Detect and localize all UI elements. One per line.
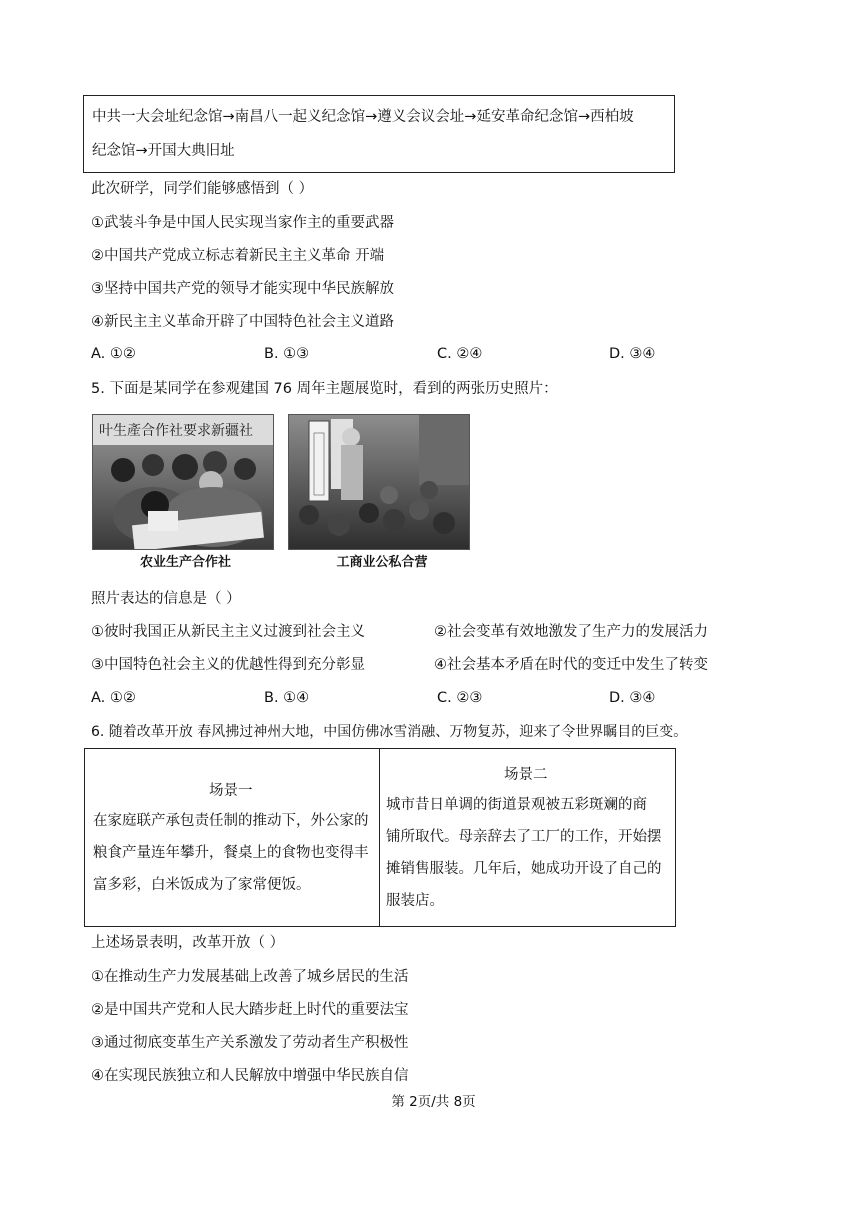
q4-option-d[interactable]: D. ③④ — [609, 346, 656, 362]
photo2-caption: 工商业公私合营 — [336, 555, 428, 570]
q4-option-a[interactable]: A. ①② — [91, 346, 136, 362]
q5-stem: 5. 下面是某同学在参观建国 76 周年主题展览时，看到的两张历史照片： — [91, 381, 558, 397]
scene-one-title: 场景一 — [209, 783, 253, 799]
scene-two-title: 场景二 — [504, 767, 548, 783]
q5-option-a[interactable]: A. ①② — [91, 690, 136, 706]
scene-two-line-3: 摊销售服装。几年后，她成功开设了自己的 — [386, 861, 662, 877]
scene-one-line-2: 粮食产量连年攀升，餐桌上的食物也变得丰 — [93, 845, 369, 861]
scene-two-line-2: 铺所取代。母亲辞去了工厂的工作，开始摆 — [386, 829, 662, 845]
q5-statement-3: ③中国特色社会主义的优越性得到充分彰显 — [91, 657, 365, 673]
q5-question: 照片表达的信息是（ ） — [91, 591, 241, 607]
scene-one-line-3: 富多彩，白米饭成为了家常便饭。 — [93, 877, 311, 893]
scene-two-line-1: 城市昔日单调的街道景观被五彩斑斓的商 — [386, 797, 647, 813]
photo1-caption: 农业生产合作社 — [140, 555, 232, 570]
photo1-banner-text: 叶生產合作社要求新疆社 — [99, 423, 253, 439]
q4-statement-1: ①武装斗争是中国人民实现当家作主的重要武器 — [91, 215, 394, 231]
q4-statement-3: ③坚持中国共产党的领导才能实现中华民族解放 — [91, 281, 394, 297]
photo-agricultural-cooperative-image — [93, 415, 273, 549]
q4-statement-2: ②中国共产党成立标志着新民主主义革命 开端 — [91, 248, 385, 264]
q6-question: 上述场景表明，改革开放（ ） — [91, 935, 285, 951]
scene-table — [84, 748, 676, 927]
route-text-line1: 中共一大会址纪念馆→南昌八一起义纪念馆→遵义会议会址→延安革命纪念馆→西柏坡 — [92, 109, 634, 125]
route-text-line2: 纪念馆→开国大典旧址 — [92, 143, 235, 159]
photo-public-private-partnership-image — [289, 415, 469, 549]
page-footer: 第 2页/共 8页 — [391, 1094, 476, 1110]
scene-one-text — [93, 805, 377, 901]
q5-option-c[interactable]: C. ②③ — [437, 690, 483, 706]
scene-two-line-4: 服装店。 — [386, 893, 444, 909]
q6-statement-1: ①在推动生产力发展基础上改善了城乡居民的生活 — [91, 969, 409, 985]
q4-statement-4: ④新民主主义革命开辟了中国特色社会主义道路 — [91, 314, 394, 330]
q4-option-b[interactable]: B. ①③ — [264, 346, 310, 362]
q6-statement-4: ④在实现民族独立和人民解放中增强中华民族自信 — [91, 1068, 409, 1084]
q5-statement-1: ①彼时我国正从新民主主义过渡到社会主义 — [91, 624, 365, 640]
q5-option-b[interactable]: B. ①④ — [264, 690, 310, 706]
scene-two-cell — [380, 749, 675, 926]
route-box — [83, 95, 675, 173]
scene-one-line-1: 在家庭联产承包责任制的推动下，外公家的 — [93, 813, 369, 829]
q4-option-c[interactable]: C. ②④ — [437, 346, 483, 362]
q6-statement-2: ②是中国共产党和人民大踏步赶上时代的重要法宝 — [91, 1002, 409, 1018]
scene-two-text — [386, 789, 672, 917]
scene-one-cell — [85, 749, 380, 926]
photo-public-private-partnership — [288, 414, 470, 550]
photo-agricultural-cooperative — [92, 414, 274, 550]
q4-stem: 此次研学，同学们能够感悟到（ ） — [91, 181, 314, 197]
q6-stem: 6. 随着改革开放 春风拂过神州大地，中国仿佛冰雪消融、万物复苏，迎来了令世界瞩目的巨变。 — [91, 724, 688, 740]
q5-option-d[interactable]: D. ③④ — [609, 690, 656, 706]
q5-statement-2: ②社会变革有效地激发了生产力的发展活力 — [434, 624, 708, 640]
q5-statement-4: ④社会基本矛盾在时代的变迁中发生了转变 — [434, 657, 708, 673]
q6-statement-3: ③通过彻底变革生产关系激发了劳动者生产积极性 — [91, 1035, 409, 1051]
